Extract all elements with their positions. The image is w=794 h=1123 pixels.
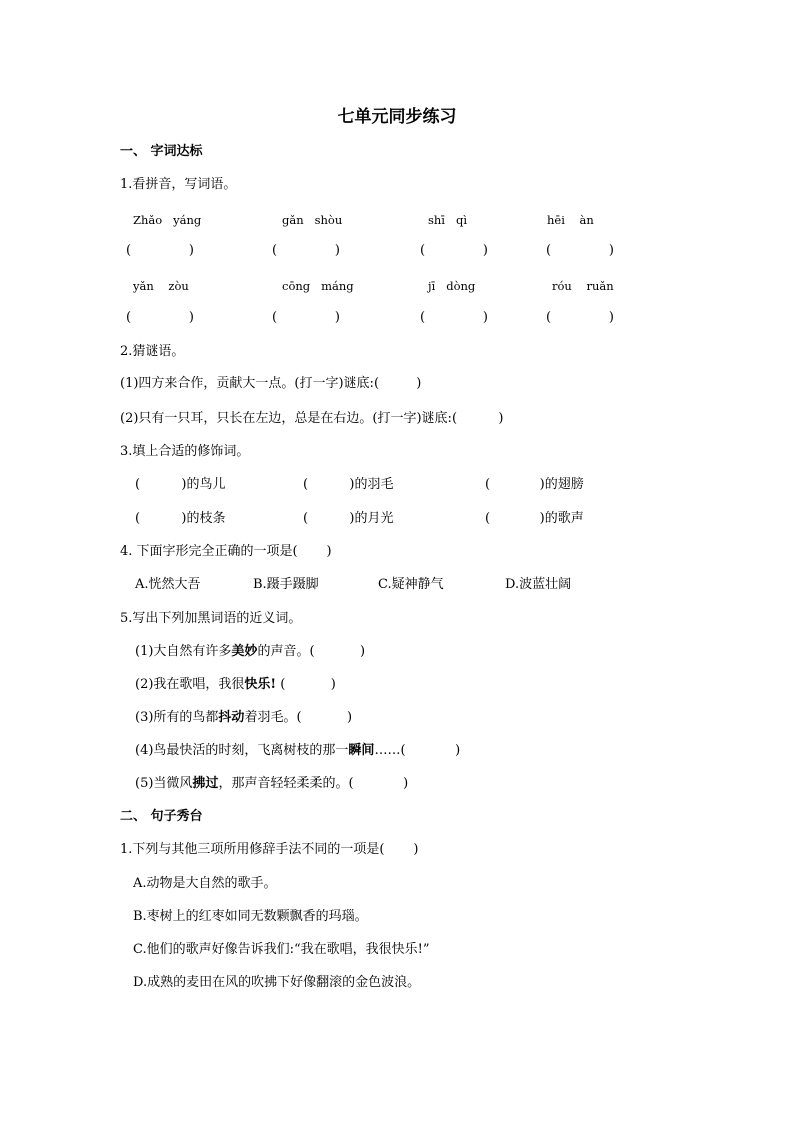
section2-question-1-prompt: 1.下列与其他三项所用修辞手法不同的一项是( ) <box>120 842 419 857</box>
synonym-item-2 <box>135 676 336 694</box>
item-text: (1)大自然有许多 <box>135 644 232 659</box>
question-2-prompt: 2.猜谜语。 <box>120 344 185 359</box>
answer-blank[interactable]: ( ) <box>420 310 488 325</box>
bold-word: 抖动 <box>218 710 245 725</box>
pinyin-4: hēi àn <box>547 213 594 227</box>
item-text: (5)当微风 <box>135 776 193 791</box>
rhetoric-option-c[interactable]: C.他们的歌声好像告诉我们:“我在歌唱，我很快乐!” <box>133 942 430 957</box>
pinyin-5: yǎn zòu <box>133 279 189 293</box>
pinyin-7: jī dòng <box>428 279 476 293</box>
bold-word: 美妙 <box>231 644 258 659</box>
riddle-2: (2)只有一只耳，只长在左边，总是在右边。(打一字)谜底:( ) <box>120 411 504 426</box>
modifier-blank-1[interactable]: ( )的鸟儿 <box>135 477 226 492</box>
synonym-item-5 <box>135 775 408 793</box>
answer-blank[interactable]: 的声音。( ) <box>257 644 366 659</box>
pinyin-3: shī qì <box>428 213 467 227</box>
pinyin-8: róu ruǎn <box>552 279 614 293</box>
answer-blank[interactable]: ( ) <box>546 310 614 325</box>
item-text: (2)我在歌唱，我很 <box>135 677 245 692</box>
modifier-blank-6[interactable]: ( )的歌声 <box>485 511 584 526</box>
section-heading-1: 一、 字词达标 <box>120 144 203 159</box>
synonym-item-4 <box>135 742 460 760</box>
bold-word: 快乐! <box>244 677 277 692</box>
pinyin-6: cōng máng <box>282 279 354 293</box>
answer-blank[interactable]: ，那声音轻轻柔柔的。( ) <box>218 776 409 791</box>
option-c[interactable]: C.疑神静气 <box>378 577 444 592</box>
answer-blank[interactable]: ( ) <box>272 243 340 258</box>
item-text: (4)鸟最快活的时刻，飞离树枝的那一 <box>135 743 349 758</box>
option-a[interactable]: A.恍然大吾 <box>135 577 201 592</box>
option-b[interactable]: B.蹑手蹑脚 <box>253 577 319 592</box>
modifier-blank-2[interactable]: ( )的羽毛 <box>303 477 394 492</box>
modifier-blank-3[interactable]: ( )的翅膀 <box>485 477 584 492</box>
answer-blank[interactable]: ( ) <box>126 243 194 258</box>
rhetoric-option-d[interactable]: D.成熟的麦田在风的吹拂下好像翻滚的金色波浪。 <box>133 975 421 990</box>
answer-blank[interactable]: ( ) <box>546 243 614 258</box>
synonym-item-1 <box>135 643 365 661</box>
question-1-prompt: 1.看拼音，写词语。 <box>120 177 237 192</box>
option-d[interactable]: D.波蓝壮阔 <box>505 577 572 592</box>
section-heading-2: 二、 句子秀台 <box>120 809 203 824</box>
pinyin-1: Zhǎo yáng <box>133 213 202 227</box>
bold-word: 瞬间 <box>348 743 375 758</box>
item-text: (3)所有的鸟都 <box>135 710 219 725</box>
answer-blank[interactable]: ( ) <box>420 243 488 258</box>
answer-blank[interactable]: 着羽毛。( ) <box>244 710 353 725</box>
synonym-item-3 <box>135 709 352 727</box>
answer-blank[interactable]: ( ) <box>272 310 340 325</box>
pinyin-2: gǎn shòu <box>282 213 343 227</box>
bold-word: 拂过 <box>192 776 219 791</box>
question-5-prompt: 5.写出下列加黑词语的近义词。 <box>120 611 302 626</box>
answer-blank[interactable]: ( ) <box>126 310 194 325</box>
modifier-blank-5[interactable]: ( )的月光 <box>303 511 394 526</box>
answer-blank[interactable]: ( ) <box>276 677 336 692</box>
riddle-1: (1)四方来合作，贡献大一点。(打一字)谜底:( ) <box>120 376 422 391</box>
modifier-blank-4[interactable]: ( )的枝条 <box>135 511 226 526</box>
question-4-prompt: 4. 下面字形完全正确的一项是( ) <box>120 544 332 559</box>
question-3-prompt: 3.填上合适的修饰词。 <box>120 444 250 459</box>
rhetoric-option-b[interactable]: B.枣树上的红枣如同无数颗飘香的玛瑙。 <box>133 909 368 924</box>
rhetoric-option-a[interactable]: A.动物是大自然的歌手。 <box>133 876 277 891</box>
answer-blank[interactable]: ……( ) <box>374 743 461 758</box>
page-title: 七单元同步练习 <box>337 107 457 127</box>
